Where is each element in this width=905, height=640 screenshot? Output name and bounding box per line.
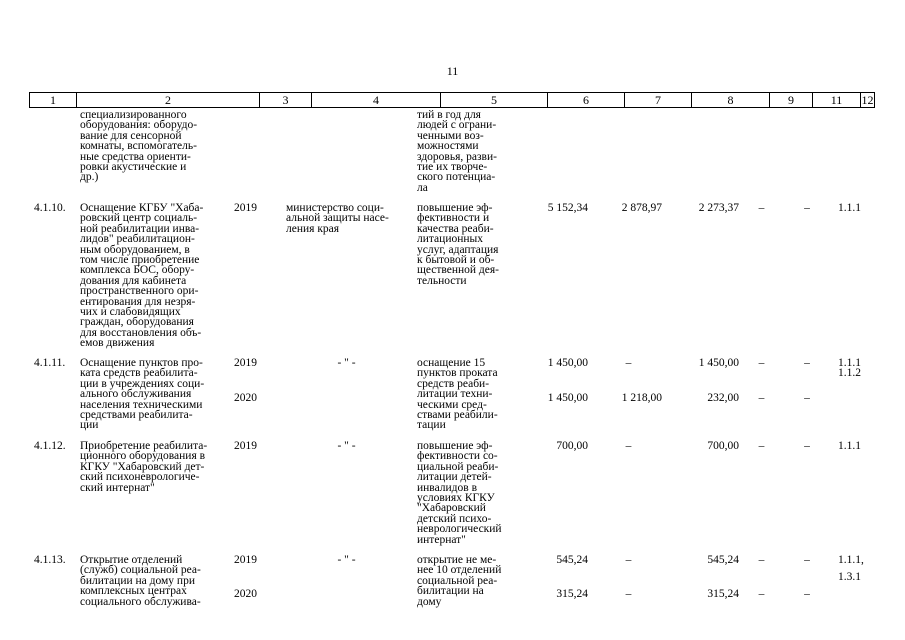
table-cell-value: 700,00 — [707, 440, 739, 452]
page-number: 11 — [446, 64, 459, 78]
table-cell-value: 232,00 — [707, 392, 739, 404]
table-cell-year: 2020 — [234, 588, 257, 600]
table-cell-value: 2 878,97 — [621, 202, 662, 214]
header-cell: 7 — [625, 93, 692, 107]
table-cell-value: – — [804, 588, 810, 600]
table-cell-value: 1 218,00 — [621, 392, 662, 404]
table-cell-value: – — [625, 588, 632, 600]
table-cell-value: – — [804, 202, 810, 214]
header-cell: 4 — [312, 93, 441, 107]
table-cell-result: тий в год для людей с ограни- ченными воз- можностями здоровья, разви- тие их творче- ского потенциа- ла — [417, 109, 497, 194]
table-cell-value: – — [758, 554, 765, 566]
table-cell-name: Открытие отделений (служб) социальной реа- билитации на дому при комплексных центрах социального обслужива- — [80, 554, 201, 608]
table-cell-year: 2020 — [234, 392, 257, 404]
header-cell: 11 — [813, 93, 861, 107]
table-cell-value: 545,24 — [556, 554, 588, 566]
table-cell-value: – — [625, 554, 632, 566]
table-cell-number: 4.1.11. — [34, 357, 66, 369]
table-cell-value: – — [625, 357, 632, 369]
table-cell-value: 5 152,34 — [547, 202, 588, 214]
table-cell-result: открытие не ме- нее 10 отделений социальной реа- билитации на дому — [417, 554, 502, 608]
table-cell-year: 2019 — [234, 440, 257, 452]
table-cell-result: повышение эф- фективности и качества реаби- литационных услуг, адаптация к бытовой и об- щественной дея- тельности — [417, 202, 500, 287]
table-cell-value: 700,00 — [556, 440, 588, 452]
table-cell-value: – — [804, 357, 810, 369]
table-cell-value: 1 450,00 — [547, 392, 588, 404]
table-cell-value: – — [804, 554, 810, 566]
table-cell-result: повышение эф- фективности со- циальной реаби- литации детей- инвалидов в условиях КГКУ "Хабаровский детский психо- неврологический интернат" — [417, 440, 502, 546]
header-cell: 9 — [770, 93, 813, 107]
table-cell-year: 2019 — [234, 202, 257, 214]
table-cell-name: специализированного оборудования: оборудо- вание для сенсорной комнаты, вспомогатель- ные средства ориенти- ровки акустические и др.) — [80, 109, 198, 184]
table-cell-name: Оснащение пунктов про- ката средств реабилита- ции в учреждениях соци- ального обслуживания населения техническими средствами реабилита- ции — [80, 357, 205, 432]
table-cell-value: 1 450,00 — [698, 357, 739, 369]
table-cell-value: – — [758, 202, 765, 214]
table-cell-year: 2019 — [234, 554, 257, 566]
header-cell: 3 — [260, 93, 312, 107]
table-cell-value: – — [804, 392, 810, 404]
table-cell-number: 4.1.12. — [34, 440, 66, 452]
table-cell-number: 4.1.10. — [34, 202, 66, 214]
header-cell: 1 — [30, 93, 77, 107]
header-cell: 12 — [861, 93, 874, 107]
table-cell-executor: - " - — [337, 357, 356, 369]
table-cell-result: оснащение 15 пунктов проката средств реаби- литации техни- ческими сред- ствами реабили- тации — [417, 357, 498, 432]
header-cell: 5 — [441, 93, 548, 107]
table-cell-value: 315,24 — [707, 588, 739, 600]
table-cell-number: 4.1.13. — [34, 554, 66, 566]
header-cell: 2 — [77, 93, 260, 107]
header-cell: 6 — [548, 93, 625, 107]
table-cell-indicator: 1.1.1 — [838, 202, 861, 214]
table-cell-executor: - " - — [337, 554, 356, 566]
table-cell-value: – — [804, 440, 810, 452]
table-cell-indicator: 1.3.1 — [838, 571, 861, 583]
table-cell-indicator: 1.1.1, — [838, 554, 864, 566]
table-cell-value: – — [758, 392, 765, 404]
table-cell-value: – — [758, 440, 765, 452]
table-cell-year: 2019 — [234, 357, 257, 369]
table-cell-value: – — [625, 440, 632, 452]
table-cell-indicator: 1.1.1 — [838, 440, 861, 452]
table-cell-value: – — [758, 357, 765, 369]
table-cell-value: 2 273,37 — [698, 202, 739, 214]
table-cell-executor: - " - — [337, 440, 356, 452]
table-cell-executor: министерство соци- альной защиты насе- ления края — [286, 202, 389, 235]
table-cell-name: Оснащение КГБУ "Хаба- ровский центр социаль- ной реабилитации инва- лидов" реабилитацион- ным оборудованием, в том числе приобретение комплекса БОС, обору- дования для кабинета пространственного ори- ентирования для незря- чих и слабовидящих граждан, оборудования для восстановления объ- емов движения — [80, 202, 204, 350]
table-cell-value: 545,24 — [707, 554, 739, 566]
table-cell-name: Приобретение реабилита- ционного оборудования в КГКУ "Хабаровский дет- ский психоневрологиче- ский интернат" — [80, 440, 208, 494]
table-header-row — [29, 92, 875, 108]
table-cell-indicator: 1.1.1 1.1.2 — [838, 357, 861, 380]
header-cell: 8 — [692, 93, 770, 107]
table-cell-value: 315,24 — [556, 588, 588, 600]
table-cell-value: – — [758, 588, 765, 600]
table-cell-value: 1 450,00 — [547, 357, 588, 369]
